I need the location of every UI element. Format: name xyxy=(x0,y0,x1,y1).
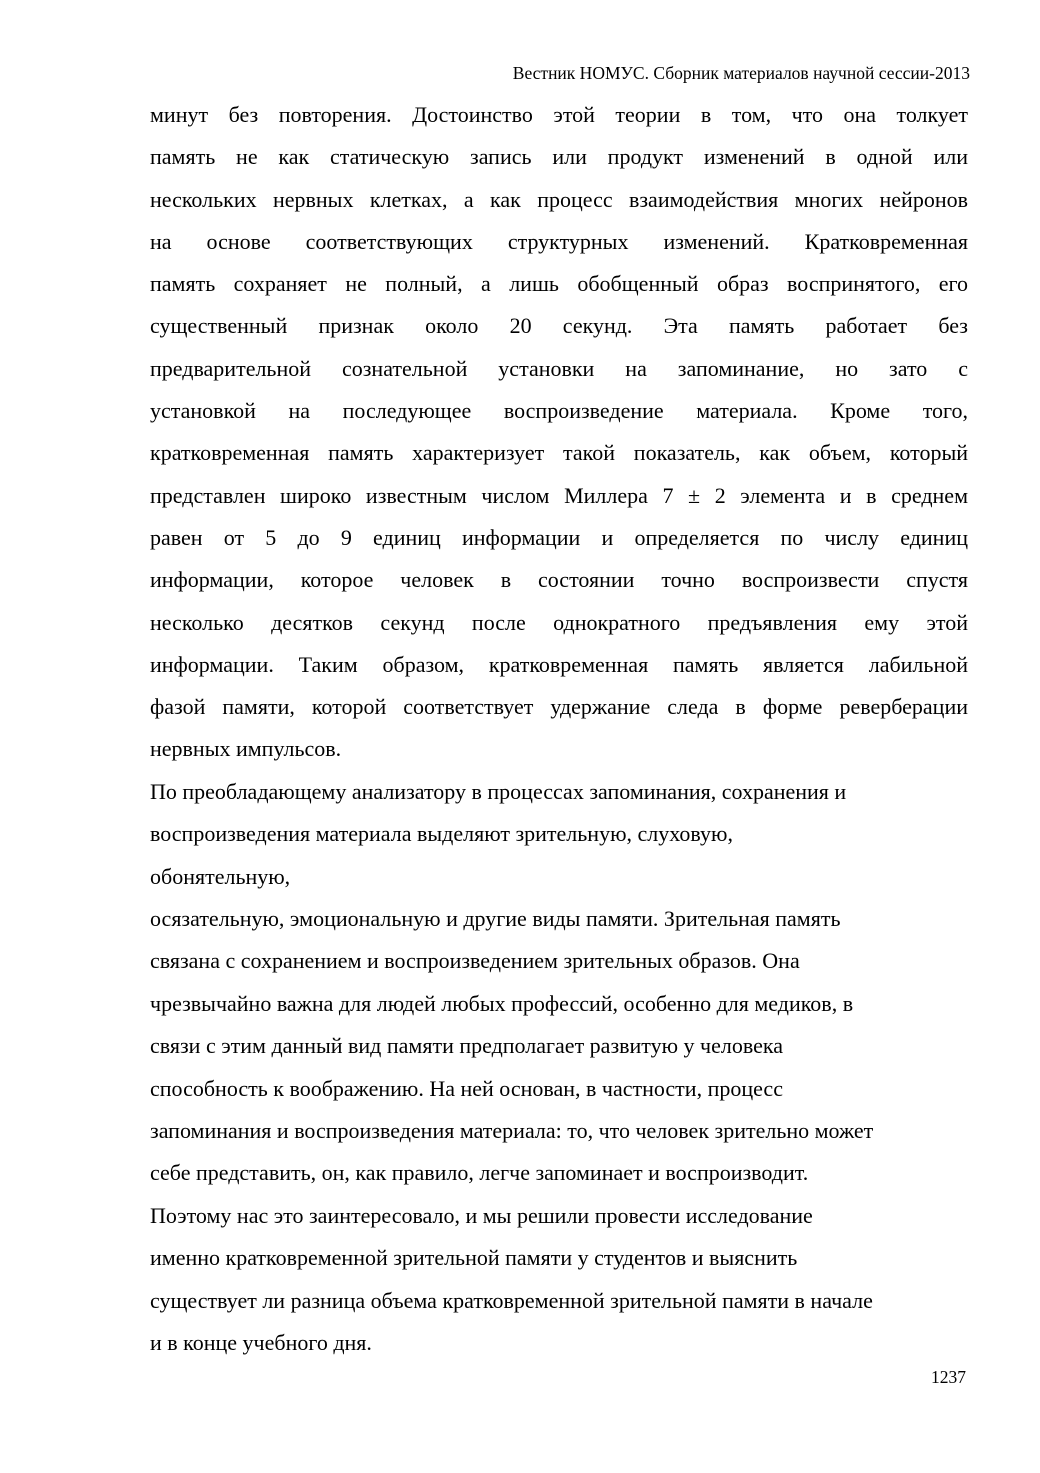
text-line: фазой памяти, которой соответствует удержание следа в форме реверберации xyxy=(150,694,968,720)
text-line: кратковременная память характеризует такой показатель, как объем, который xyxy=(150,440,968,466)
text-line: себе представить, он, как правило, легче запоминает и воспроизводит. xyxy=(150,1160,809,1186)
text-line: память сохраняет не полный, а лишь обобщенный образ воспринятого, его xyxy=(150,271,968,297)
text-line: осязательную, эмоциональную и другие виды памяти. Зрительная память xyxy=(150,905,841,931)
text-line: воспроизведения материала выделяют зрительную, слуховую, xyxy=(150,821,733,847)
text-line: обонятельную, xyxy=(150,863,291,889)
text-line: нервных импульсов. xyxy=(150,736,342,762)
text-line: минут без повторения. Достоинство этой теории в том, что она толкует xyxy=(150,102,968,127)
text-line: существенный признак около 20 секунд. Эта память работает без xyxy=(150,313,968,339)
text-line: связана с сохранением и воспроизведением зрительных образов. Она xyxy=(150,948,800,974)
paragraph-short-term-memory xyxy=(150,94,968,771)
text-line: и в конце учебного дня. xyxy=(150,1330,372,1356)
text-line: чрезвычайно важна для людей любых профессий, особенно для медиков, в xyxy=(150,990,854,1016)
text-line: информации. Таким образом, кратковременная память является лабильной xyxy=(150,651,968,677)
text-line: предварительной сознательной установки на запоминание, но зато с xyxy=(150,355,968,381)
text-line: на основе соответствующих структурных изменений. Кратковременная xyxy=(150,228,968,254)
text-line: Поэтому нас это заинтересовало, и мы решили провести исследование xyxy=(150,1202,813,1228)
text-line: именно кратковременной зрительной памяти у студентов и выяснить xyxy=(150,1245,798,1271)
body-text xyxy=(150,94,968,1364)
text-line: нескольких нервных клетках, а как процесс взаимодействия многих нейронов xyxy=(150,186,968,212)
text-line: запоминания и воспроизведения материала: то, что человек зрительно может xyxy=(150,1118,874,1143)
text-line: память не как статическую запись или продукт изменений в одной или xyxy=(150,144,968,170)
running-header: Вестник НОМУС. Сборник материалов научной сессии-2013 xyxy=(512,63,970,83)
text-line: информации, которое человек в состоянии точно воспроизвести спустя xyxy=(150,567,968,593)
text-line: существует ли разница объема кратковременной зрительной памяти в начале xyxy=(150,1287,873,1313)
paragraph-visual-memory xyxy=(150,771,968,1365)
text-line: представлен широко известным числом Миллера 7 ± 2 элемента и в среднем xyxy=(150,482,968,508)
text-line: несколько десятков секунд после однократного предъявления ему этой xyxy=(150,609,968,635)
text-line: установкой на последующее воспроизведение материала. Кроме того, xyxy=(150,398,968,424)
text-line: связи с этим данный вид памяти предполагает развитую у человека xyxy=(150,1033,784,1059)
page-number: 1237 xyxy=(931,1367,966,1387)
text-line: равен от 5 до 9 единиц информации и определяется по числу единиц xyxy=(150,524,968,550)
text-line: По преобладающему анализатору в процессах запоминания, сохранения и xyxy=(150,778,847,804)
text-line: способность к воображению. На ней основан, в частности, процесс xyxy=(150,1075,783,1101)
